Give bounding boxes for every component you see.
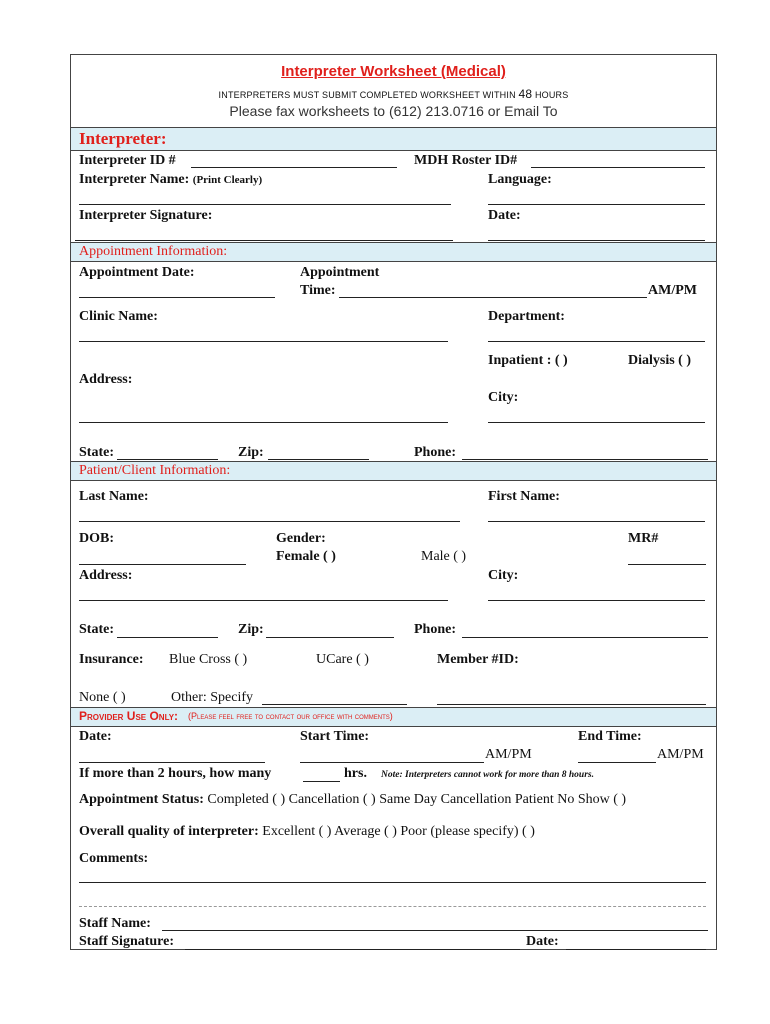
interpreter-date-label: Date: (488, 208, 521, 223)
more-hours-label: If more than 2 hours, how many (79, 766, 272, 781)
appointment-section-title: Appointment Information: (79, 244, 228, 259)
clinic-name-field[interactable] (79, 341, 448, 342)
patient-city-label: City: (488, 568, 519, 583)
start-time-label: Start Time: (300, 729, 370, 744)
appointment-status-options[interactable]: Completed ( ) Cancellation ( ) Same Day Cancellation Patient No Show ( ) (207, 792, 627, 807)
female-checkbox[interactable]: Female ( ) (276, 549, 336, 564)
other-specify-label: Other: Specify (171, 690, 254, 705)
department-label: Department: (488, 309, 565, 324)
appointment-city-field[interactable] (488, 422, 705, 423)
patient-state-field[interactable] (117, 637, 218, 638)
first-name-field[interactable] (488, 521, 705, 522)
member-id-label: Member #ID: (437, 652, 519, 667)
last-name-label: Last Name: (79, 489, 149, 504)
appointment-state-field[interactable] (117, 459, 218, 460)
end-ampm: AM/PM (657, 747, 704, 762)
hours-note: Note: Interpreters cannot work for more than 8 hours. (381, 770, 594, 780)
quality-options[interactable]: Excellent ( ) Average ( ) Poor (please specify) ( ) (262, 824, 535, 839)
start-ampm: AM/PM (485, 747, 532, 762)
staff-date-field[interactable] (566, 949, 706, 950)
member-id-field[interactable] (437, 704, 706, 705)
interpreter-signature-label: Interpreter Signature: (79, 208, 213, 223)
other-specify-field[interactable] (262, 704, 407, 705)
comments-field[interactable] (79, 882, 706, 883)
appointment-time-field[interactable] (339, 297, 647, 298)
staff-signature-field[interactable] (185, 949, 520, 950)
appointment-phone-field[interactable] (462, 459, 708, 460)
appointment-date-label: Appointment Date: (79, 265, 195, 280)
provider-section-title: Provider Use Only: (79, 709, 179, 723)
interpreter-id-field[interactable] (191, 167, 397, 168)
staff-signature-label: Staff Signature: (79, 934, 175, 949)
patient-address-label: Address: (79, 568, 133, 583)
clinic-name-label: Clinic Name: (79, 309, 158, 324)
interpreter-worksheet-form (70, 54, 717, 950)
gender-label: Gender: (276, 531, 326, 546)
interpreter-name-text: Interpreter Name: (79, 172, 190, 187)
appointment-address-field[interactable] (79, 422, 448, 423)
mr-field[interactable] (628, 564, 706, 565)
roster-id-label: MDH Roster ID# (414, 153, 518, 168)
appointment-time-label-2: Time: (300, 283, 336, 298)
male-checkbox[interactable]: Male ( ) (421, 549, 467, 564)
quality-label: Overall quality of interpreter: (79, 824, 259, 839)
end-time-label: End Time: (578, 729, 642, 744)
subtitle-text: INTERPRETERS MUST SUBMIT COMPLETED WORKSHEET WITHIN (218, 90, 516, 100)
appointment-zip-field[interactable] (268, 459, 369, 460)
patient-phone-field[interactable] (462, 637, 708, 638)
ucare-checkbox[interactable]: UCare ( ) (316, 652, 369, 667)
roster-id-field[interactable] (531, 167, 705, 168)
interpreter-date-field[interactable] (488, 240, 705, 241)
interpreter-signature-field[interactable] (75, 240, 453, 241)
appointment-state-label: State: (79, 445, 114, 460)
form-title: Interpreter Worksheet (Medical) (281, 63, 506, 80)
print-clearly-hint: (Print Clearly) (192, 174, 263, 186)
patient-address-field[interactable] (79, 600, 448, 601)
provider-section-note: (Please feel free to contact our office with comments) (188, 711, 393, 721)
staff-name-field[interactable] (162, 930, 708, 931)
provider-section-band (71, 707, 716, 727)
inpatient-checkbox[interactable]: Inpatient : ( ) (488, 353, 568, 368)
dashed-divider (79, 906, 706, 907)
comments-label: Comments: (79, 851, 149, 866)
patient-section-band (71, 461, 716, 481)
first-name-label: First Name: (488, 489, 560, 504)
patient-zip-field[interactable] (266, 637, 394, 638)
dob-label: DOB: (79, 531, 114, 546)
appointment-address-label: Address: (79, 372, 133, 387)
appointment-ampm: AM/PM (648, 283, 697, 298)
department-field[interactable] (488, 341, 705, 342)
patient-section-title: Patient/Client Information: (79, 463, 231, 478)
dialysis-checkbox[interactable]: Dialysis ( ) (628, 353, 691, 368)
hrs-label: hrs. (344, 766, 367, 781)
appointment-phone-label: Phone: (414, 445, 456, 460)
subtitle-number: 48 (518, 87, 533, 101)
none-checkbox[interactable]: None ( ) (79, 690, 126, 705)
fax-line: Please fax worksheets to (612) 213.0716 or Email To (229, 103, 558, 119)
interpreter-name-label (79, 172, 262, 188)
quality-row (79, 824, 535, 840)
language-label: Language: (488, 172, 552, 187)
subtitle-hours: HOURS (534, 90, 569, 100)
provider-date-field[interactable] (79, 762, 265, 763)
form-subtitle (71, 87, 716, 101)
interpreter-section-band (71, 127, 716, 151)
staff-date-label: Date: (526, 934, 559, 949)
appointment-status-label: Appointment Status: (79, 792, 204, 807)
insurance-label: Insurance: (79, 652, 144, 667)
language-field[interactable] (488, 204, 705, 205)
staff-name-label: Staff Name: (79, 916, 151, 931)
mr-label: MR# (628, 531, 659, 546)
patient-zip-label: Zip: (238, 622, 264, 637)
appointment-time-label-1: Appointment (300, 265, 380, 280)
interpreter-name-field[interactable] (79, 204, 451, 205)
patient-city-field[interactable] (488, 600, 705, 601)
patient-phone-label: Phone: (414, 622, 456, 637)
appointment-date-field[interactable] (79, 297, 275, 298)
interpreter-section-title: Interpreter: (79, 129, 167, 148)
provider-date-label: Date: (79, 729, 112, 744)
more-hours-field[interactable] (303, 781, 340, 782)
patient-state-label: State: (79, 622, 114, 637)
last-name-field[interactable] (79, 521, 460, 522)
appointment-city-label: City: (488, 390, 519, 405)
start-time-field[interactable] (300, 762, 484, 763)
dob-field[interactable] (79, 564, 246, 565)
end-time-field[interactable] (578, 762, 656, 763)
appointment-zip-label: Zip: (238, 445, 264, 460)
interpreter-id-label: Interpreter ID # (79, 153, 176, 168)
appointment-section-band (71, 242, 716, 262)
blue-cross-checkbox[interactable]: Blue Cross ( ) (169, 652, 248, 667)
appointment-status-row (79, 792, 626, 808)
